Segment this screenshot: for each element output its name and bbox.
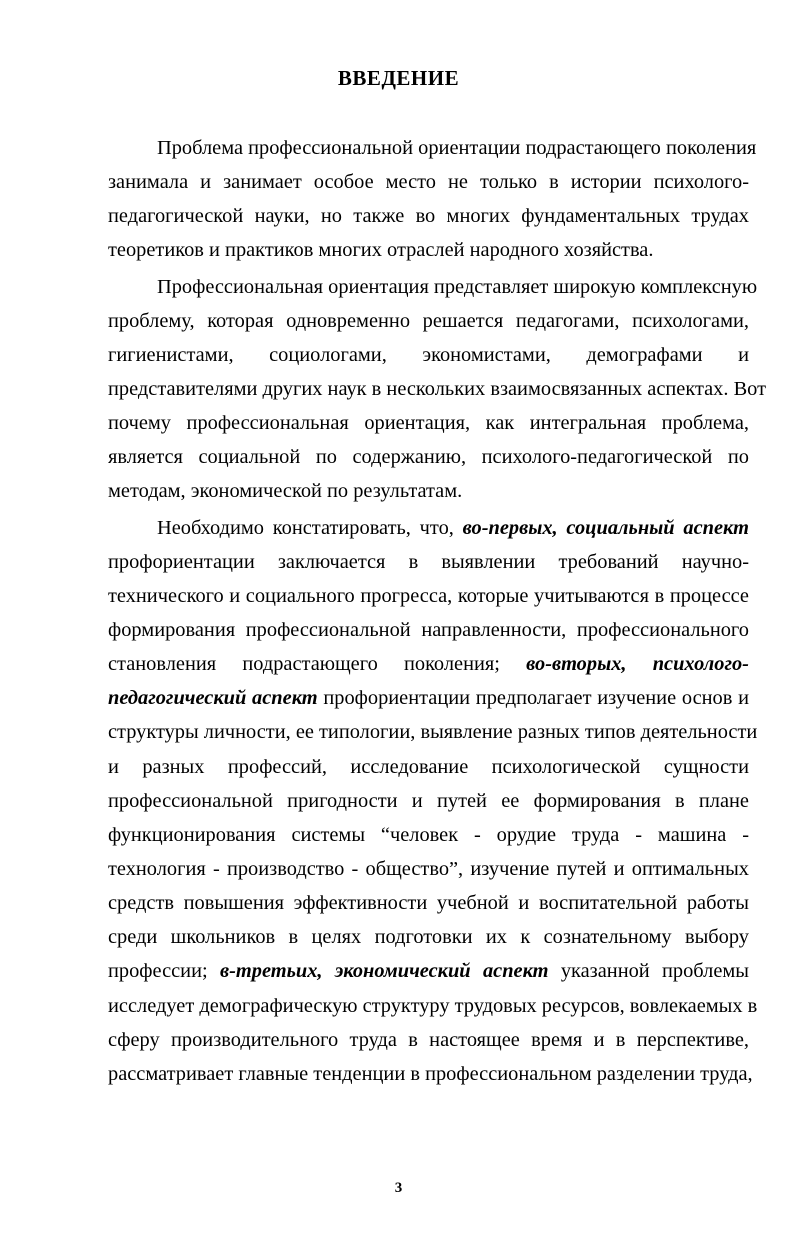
text-line: и разных профессий, исследование психологической сущности bbox=[108, 755, 749, 778]
paragraph-2 bbox=[108, 270, 767, 509]
text-line: исследует демографическую структуру трудовых ресурсов, вовлекаемых в bbox=[108, 994, 758, 1017]
text-line: среди школьников в целях подготовки их к сознательному выбору bbox=[108, 926, 749, 949]
body-text bbox=[108, 131, 767, 1091]
text-line: представителями других наук в нескольких взаимосвязанных аспектах. Вот bbox=[108, 377, 767, 400]
text-line bbox=[108, 954, 749, 988]
text-line: технического и социального прогресса, которые учитываются в процессе bbox=[108, 584, 749, 607]
text-line: теоретиков и практиков многих отраслей народного хозяйства. bbox=[108, 239, 654, 262]
text-line: Профессиональная ориентация представляет широкую комплексную bbox=[157, 275, 758, 298]
text-line: проблему, которая одновременно решается педагогами, психологами, bbox=[108, 309, 749, 332]
text-run: указанной проблемы bbox=[560, 960, 750, 983]
text-line: структуры личности, ее типологии, выявление разных типов деятельности bbox=[108, 721, 758, 744]
text-line: является социальной по содержанию, психолого-педагогической по bbox=[108, 446, 749, 469]
text-line: технология - производство - общество”, изучение путей и оптимальных bbox=[108, 857, 749, 880]
text-run: профессии; bbox=[108, 960, 208, 983]
text-run: профориентации предполагает изучение основ и bbox=[323, 687, 749, 710]
emphasis-first-aspect: во-первых, социальный аспект bbox=[462, 516, 749, 539]
text-line: Проблема профессиональной ориентации подрастающего поколения bbox=[157, 137, 757, 159]
text-line bbox=[108, 511, 749, 545]
paragraph-3 bbox=[108, 511, 758, 1091]
text-line: средств повышения эффективности учебной и воспитательной работы bbox=[108, 892, 749, 915]
text-line: функционирования системы “человек - орудие труда - машина - bbox=[108, 823, 749, 846]
emphasis-second-aspect: во-вторых, психолого- bbox=[526, 653, 749, 676]
text-line bbox=[108, 647, 749, 681]
text-line: профориентации заключается в выявлении требований научно- bbox=[108, 550, 749, 573]
text-line: почему профессиональная ориентация, как интегральная проблема, bbox=[108, 412, 749, 435]
text-line: профессиональной пригодности и путей ее формирования в плане bbox=[108, 789, 749, 812]
emphasis-second-aspect-cont: педагогический аспект bbox=[108, 687, 318, 710]
text-line: педагогической науки, но также во многих фундаментальных трудах bbox=[108, 205, 749, 228]
text-line: сферу производительного труда в настоящее время и в перспективе, bbox=[108, 1028, 749, 1051]
text-line: занимала и занимает особое место не только в истории психолого- bbox=[108, 171, 749, 194]
text-line: методам, экономической по результатам. bbox=[108, 480, 463, 503]
text-line: гигиенистами, социологами, экономистами, демографами и bbox=[108, 343, 749, 366]
text-run: Необходимо констатировать, что, bbox=[157, 516, 454, 539]
page-title: ВВЕДЕНИЕ bbox=[337, 66, 460, 90]
text-line bbox=[108, 681, 749, 715]
text-line: формирования профессиональной направленности, профессионального bbox=[108, 618, 749, 641]
emphasis-third-aspect: в-третьих, экономический аспект bbox=[219, 960, 549, 983]
page-number: 3 bbox=[394, 1180, 403, 1196]
paragraph-1 bbox=[108, 131, 757, 268]
text-line: рассматривает главные тенденции в профессиональном разделении труда, bbox=[108, 1062, 753, 1085]
text-run: становления подрастающего поколения; bbox=[108, 653, 500, 676]
